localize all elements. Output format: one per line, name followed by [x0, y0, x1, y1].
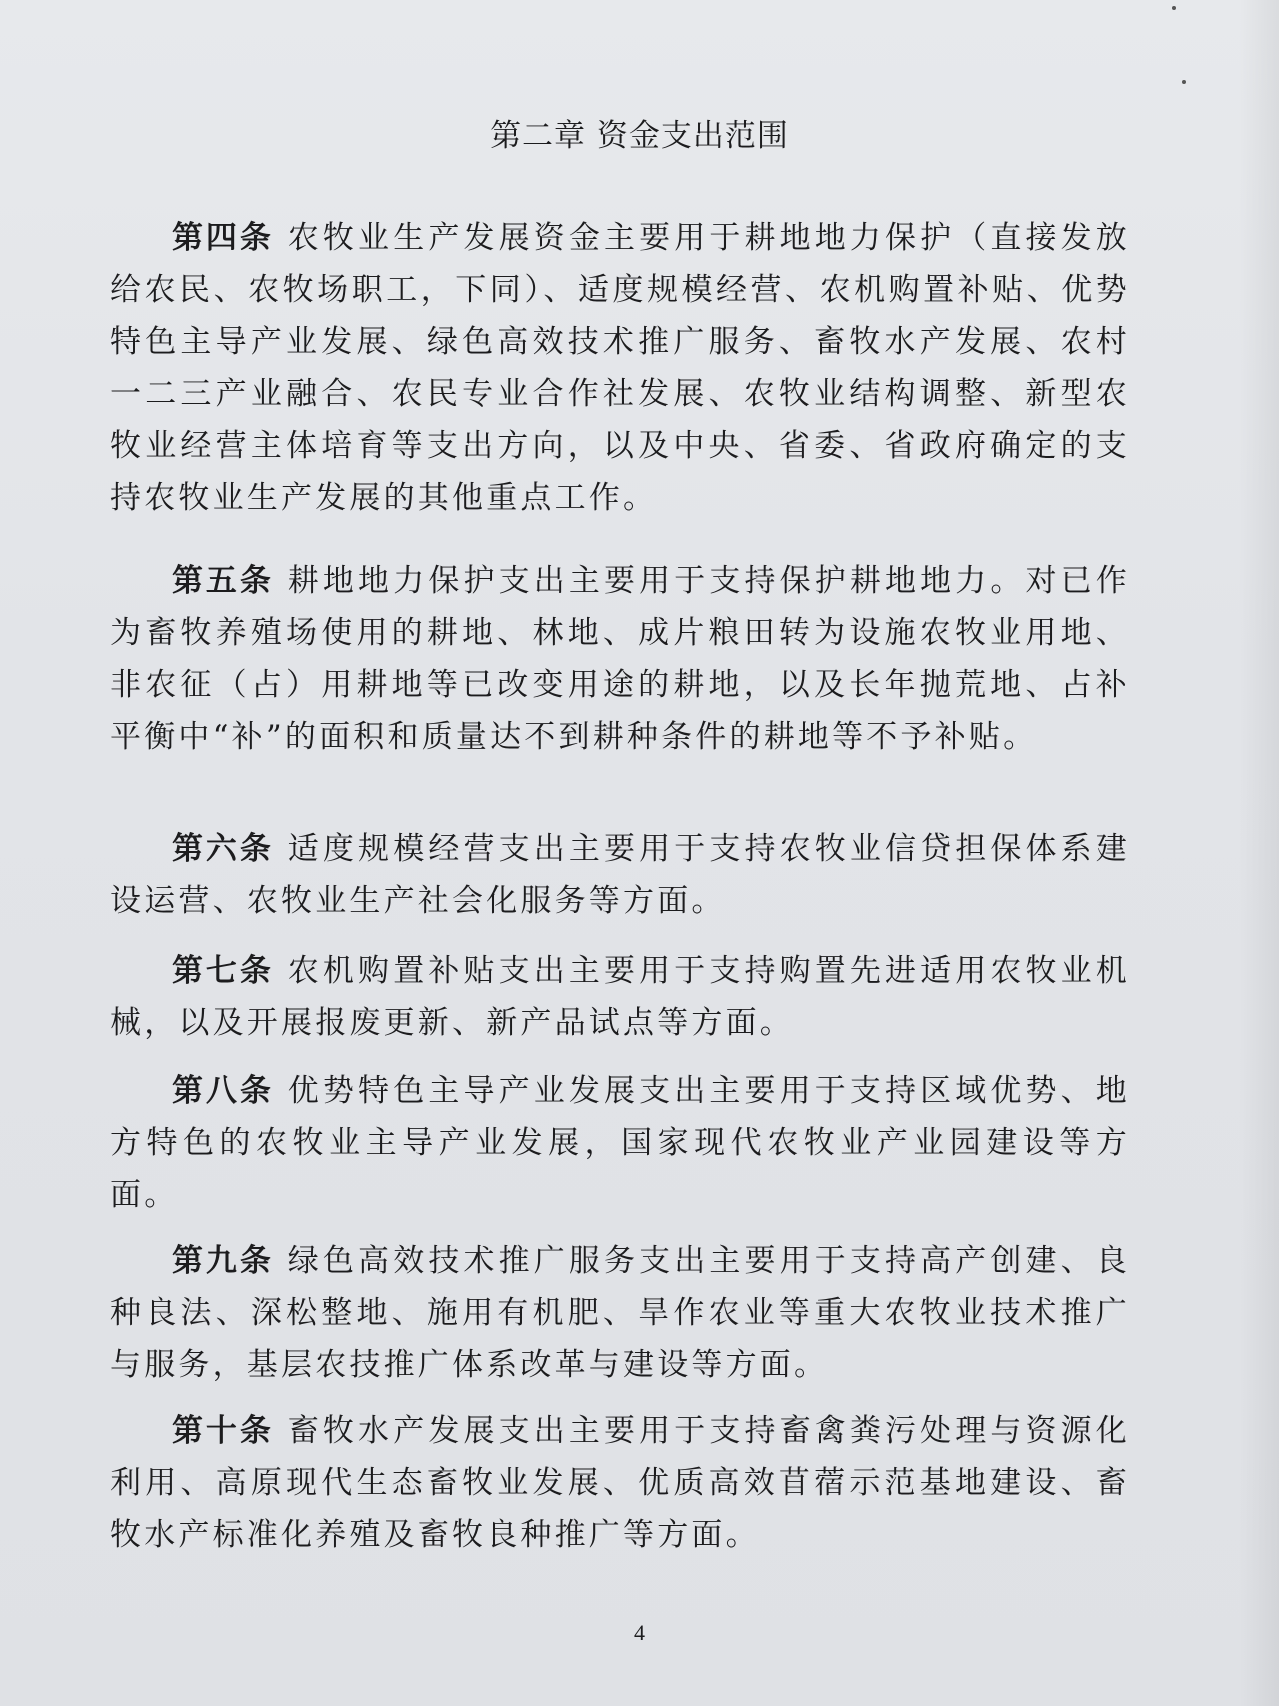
- article-number: 第九条: [172, 1243, 274, 1279]
- article-6: [110, 823, 1130, 927]
- article-9: [110, 1235, 1130, 1391]
- article-number: 第五条: [172, 563, 274, 599]
- paper-speck: [1172, 6, 1176, 10]
- article-8: [110, 1065, 1130, 1221]
- article-text: 适度规模经营支出主要用于支持农牧业信贷担保体系建设运营、农牧业生产社会化服务等方面。: [110, 831, 1130, 919]
- page-number: 4: [634, 1620, 645, 1645]
- article-text: 绿色高效技术推广服务支出主要用于支持高产创建、良种良法、深松整地、施用有机肥、旱作农业等重大农牧业技术推广与服务，基层农技推广体系改革与建设等方面。: [110, 1243, 1130, 1383]
- article-number: 第十条: [172, 1413, 274, 1449]
- paper-speck: [1182, 80, 1186, 84]
- article-number: 第八条: [172, 1073, 274, 1109]
- article-number: 第四条: [172, 220, 274, 256]
- article-text: 耕地地力保护支出主要用于支持保护耕地地力。对已作为畜牧养殖场使用的耕地、林地、成片粮田转为设施农牧业用地、非农征（占）用耕地等已改变用途的耕地，以及长年抛荒地、占补平衡中“补”的面积和质量达不到耕种条件的耕地等不予补贴。: [110, 563, 1130, 755]
- article-text: 畜牧水产发展支出主要用于支持畜禽粪污处理与资源化利用、高原现代生态畜牧业发展、优质高效苜蓿示范基地建设、畜牧水产标准化养殖及畜牧良种推广等方面。: [110, 1413, 1130, 1553]
- article-10: [110, 1405, 1130, 1561]
- article-text: 农牧业生产发展资金主要用于耕地地力保护（直接发放给农民、农牧场职工，下同）、适度规模经营、农机购置补贴、优势特色主导产业发展、绿色高效技术推广服务、畜牧水产发展、农村一二三产业融合、农民专业合作社发展、农牧业结构调整、新型农牧业经营主体培育等支出方向，以及中央、省委、省政府确定的支持农牧业生产发展的其他重点工作。: [110, 220, 1130, 516]
- article-number: 第六条: [172, 831, 274, 867]
- article-4: [110, 212, 1130, 524]
- article-5: [110, 555, 1130, 763]
- article-7: [110, 945, 1130, 1049]
- page-edge-shadow: [1239, 0, 1279, 1706]
- chapter-title: 第二章 资金支出范围: [490, 118, 789, 154]
- article-number: 第七条: [172, 953, 274, 989]
- article-text: 优势特色主导产业发展支出主要用于支持区域优势、地方特色的农牧业主导产业发展，国家现代农牧业产业园建设等方面。: [110, 1073, 1130, 1213]
- article-text: 农机购置补贴支出主要用于支持购置先进适用农牧业机械，以及开展报废更新、新产品试点等方面。: [110, 953, 1130, 1041]
